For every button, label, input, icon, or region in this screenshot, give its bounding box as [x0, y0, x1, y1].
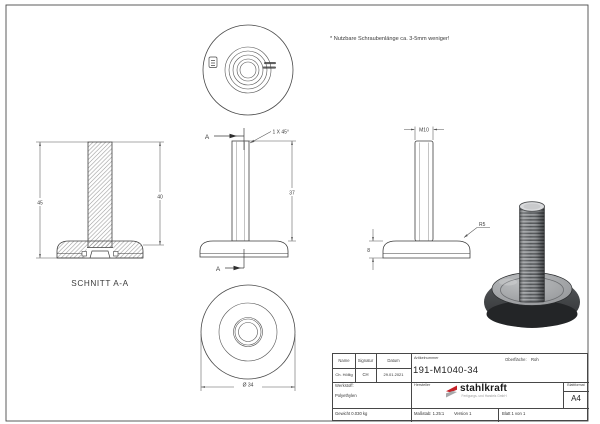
stahlkraft-logo-tagline: Fertigungs- und Handels GmbH: [461, 394, 507, 398]
svg-text:A: A: [215, 266, 221, 273]
dim-m10-label: M10: [419, 127, 429, 134]
tb-werkstoff-label: Werkstoff:: [335, 383, 354, 388]
front-stem: [232, 141, 249, 241]
svg-text:1 X 45°: 1 X 45°: [272, 129, 289, 136]
side-view: [367, 127, 490, 271]
tb-blattformat-label: Blattformat: [567, 383, 585, 387]
tb-blattformat-value: A4: [571, 394, 581, 403]
tb-header-signatur: Signatur: [357, 358, 374, 363]
note-text: * Nutzbare Schraubenlänge ca. 3-5mm weniger!: [330, 36, 450, 42]
dim-8-label: 8: [367, 248, 370, 254]
svg-text:R5: R5: [479, 222, 486, 228]
section-view: [34, 142, 167, 288]
svg-text:A: A: [204, 134, 210, 141]
stahlkraft-logo-icon: [445, 385, 458, 398]
tb-version: Version 1: [454, 411, 472, 416]
radius-callout: [464, 222, 490, 238]
tb-value-signatur: CH: [362, 372, 369, 377]
dim-45-label: 45: [37, 200, 43, 207]
tb-hersteller-label: Hersteller: [414, 382, 431, 387]
tb-gewicht: Gewicht 0.030 kg: [335, 411, 368, 416]
top-view: [203, 25, 293, 115]
tb-werkstoff-value: Polyethylen: [335, 393, 357, 398]
tb-artikelnummer-label: Artikelnummer: [414, 356, 439, 360]
product-render: [484, 202, 580, 328]
tb-line: [498, 408, 499, 422]
section-title: SCHNITT A-A: [71, 279, 129, 288]
tb-line: [411, 408, 589, 409]
dim-40-label: 40: [157, 194, 163, 201]
tb-value-datum: 29.01.2021: [383, 372, 404, 377]
stahlkraft-logo-text: stahlkraft: [460, 383, 508, 394]
tb-blatt: Blatt 1 von 1: [502, 411, 526, 416]
bottom-view: [201, 285, 295, 391]
molded-marking-text: [263, 62, 277, 69]
tb-header-name: Name: [338, 358, 350, 363]
section-stem: [88, 142, 112, 248]
side-stem: [415, 141, 433, 241]
tb-artikelnummer-value: 191-M1040-34: [413, 365, 479, 376]
dim-8: [369, 229, 383, 270]
tb-oberflaeche-value: Roh: [531, 357, 539, 362]
dim-37-label: 37: [289, 190, 295, 197]
dim-dia34-label: Ø 34: [242, 382, 254, 389]
tb-line: [411, 354, 412, 422]
tb-massstab: Maßstab: 1.25:1: [414, 411, 445, 416]
tb-line: [333, 368, 411, 369]
front-view: [200, 128, 299, 273]
tb-header-datum: Datum: [387, 358, 400, 363]
tb-oberflaeche-label: Oberfläche:: [505, 357, 527, 362]
tb-line: [563, 391, 589, 392]
title-block: [332, 353, 588, 421]
side-base: [383, 241, 470, 258]
recycling-mark-icon: [209, 57, 217, 68]
tb-value-name: Ch. Höllig: [335, 372, 353, 377]
tb-line: [333, 408, 411, 409]
